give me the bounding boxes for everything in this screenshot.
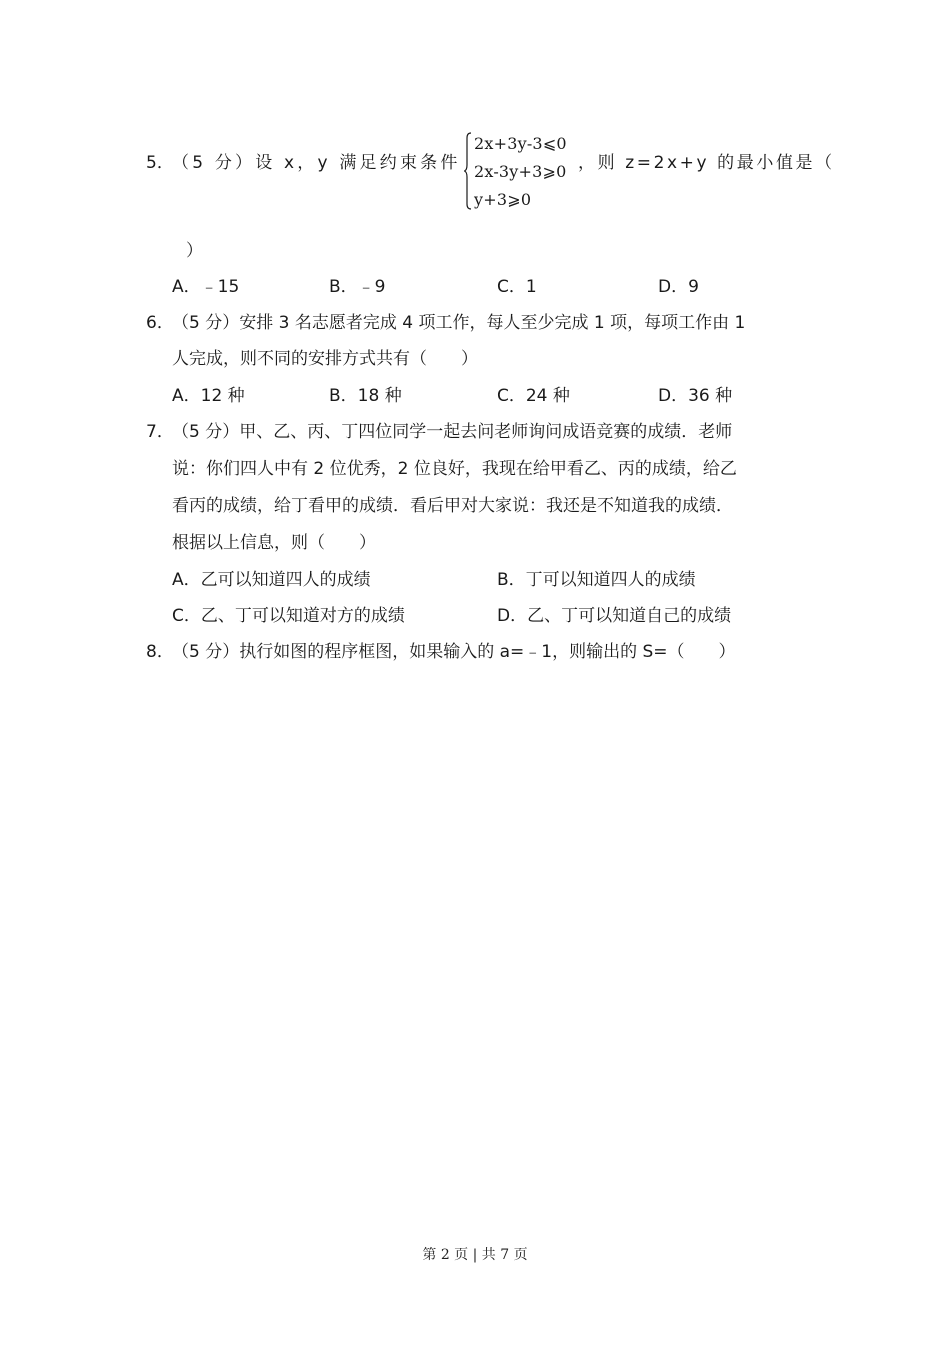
q7-number: 7． [146,422,174,442]
q6-line-2: 人完成，则不同的安排方式共有（ ） [172,349,478,369]
q7-line-4: 根据以上信息，则（ ） [172,533,376,553]
q5-option-c: C．1 [497,277,537,297]
q6-option-b: B．18 种 [329,386,402,406]
constraint-system [464,130,584,214]
q8-line-1: （5 分）执行如图的程序框图，如果输入的 a=﹣1，则输出的 S=（ ） [172,642,736,662]
q7-option-b: B．丁可以知道四人的成绩 [497,570,696,590]
q5-option-a: A．﹣15 [172,277,240,297]
q5-number: 5． [146,153,174,173]
q7-line-1: （5 分）甲、乙、丙、丁四位同学一起去问老师询问成语竞赛的成绩．老师 [172,422,733,442]
q8-number: 8． [146,642,174,662]
q7-option-a: A．乙可以知道四人的成绩 [172,570,371,590]
q6-option-d: D．36 种 [658,386,733,406]
q6-option-c: C．24 种 [497,386,570,406]
q7-option-c: C．乙、丁可以知道对方的成绩 [172,606,405,626]
constraint-3: y+3⩾0 [474,190,532,209]
q7-line-3: 看丙的成绩，给丁看甲的成绩．看后甲对大家说：我还是不知道我的成绩． [172,496,733,516]
q5-option-b: B．﹣9 [329,277,386,297]
q7-line-2: 说：你们四人中有 2 位优秀，2 位良好，我现在给甲看乙、丙的成绩，给乙 [172,459,737,479]
left-brace-icon [464,132,472,210]
page-footer: 第 2 页 | 共 7 页 [422,1247,528,1263]
constraint-2: 2x-3y+3⩾0 [474,162,567,181]
q5-stem-part1: （5 分）设 x，y 满足约束条件 [172,153,461,173]
q6-line-1: （5 分）安排 3 名志愿者完成 4 项工作，每人至少完成 1 项，每项工作由 1 [172,313,746,333]
q7-option-d: D．乙、丁可以知道自己的成绩 [497,606,732,626]
q5-option-d: D．9 [658,277,699,297]
q5-stem-part2: ，则 z=2x+y 的最小值是（ [578,153,835,173]
q5-stem-part3: ） [186,241,203,261]
constraint-1: 2x+3y-3⩽0 [474,134,567,153]
q6-number: 6． [146,313,174,333]
q6-option-a: A．12 种 [172,386,245,406]
